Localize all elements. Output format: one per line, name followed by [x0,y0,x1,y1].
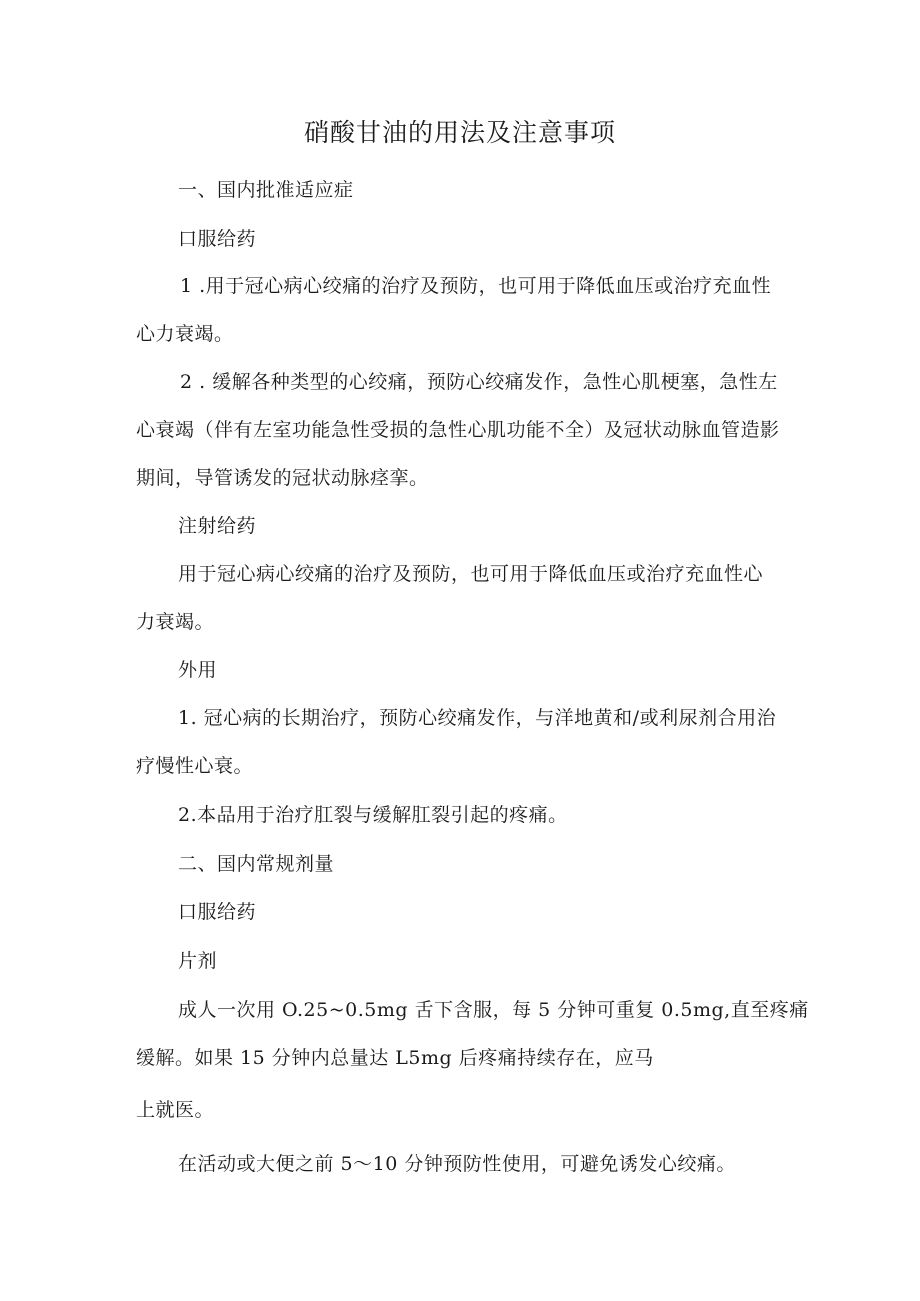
paragraph-line: 上就医。 [136,1099,215,1121]
subheading-oral: 口服给药 [178,228,257,250]
subheading-external: 外用 [178,659,218,681]
subheading-injection: 注射给药 [178,515,257,537]
paragraph-line: 1 .用于冠心病心绞痛的治疗及预防，也可用于降低血压或治疗充血性 [180,275,772,297]
section-heading-indications: 一、国内批准适应症 [178,179,354,201]
paragraph-line: 疗慢性心衰。 [136,755,254,777]
paragraph-line: 2.本品用于治疗肛裂与缓解肛裂引起的疼痛。 [178,804,568,826]
subheading-tablet: 片剂 [178,950,218,972]
paragraph-line: 心力衰竭。 [136,323,234,345]
document-title: 硝酸甘油的用法及注意事项 [303,118,616,147]
paragraph-line: 1. 冠心病的长期治疗，预防心绞痛发作，与洋地黄和/或利尿剂合用治 [178,707,777,729]
paragraph-line: 缓解。如果 15 分钟内总量达 L5mg 后疼痛持续存在，应马 [136,1047,654,1069]
subheading-oral: 口服给药 [178,901,257,923]
section-heading-dosage: 二、国内常规剂量 [178,853,335,875]
paragraph-line: 成人一次用 O.25~0.5mg 舌下含服，每 5 分钟可重复 0.5mg,直至疼痛 [178,999,809,1021]
paragraph-line: 心衰竭（伴有左室功能急性受损的急性心肌功能不全）及冠状动脉血管造影 [136,419,780,441]
paragraph-line: 力衰竭。 [136,611,215,633]
paragraph-line: 用于冠心病心绞痛的治疗及预防，也可用于降低血压或治疗充血性心 [178,563,764,585]
paragraph-line: 2 . 缓解各种类型的心绞痛，预防心绞痛发作，急性心肌梗塞，急性左 [180,371,778,393]
paragraph-line: 期间，导管诱发的冠状动脉痉挛。 [136,467,429,489]
paragraph-line: 在活动或大便之前 5～10 分钟预防性使用，可避免诱发心绞痛。 [178,1153,736,1175]
